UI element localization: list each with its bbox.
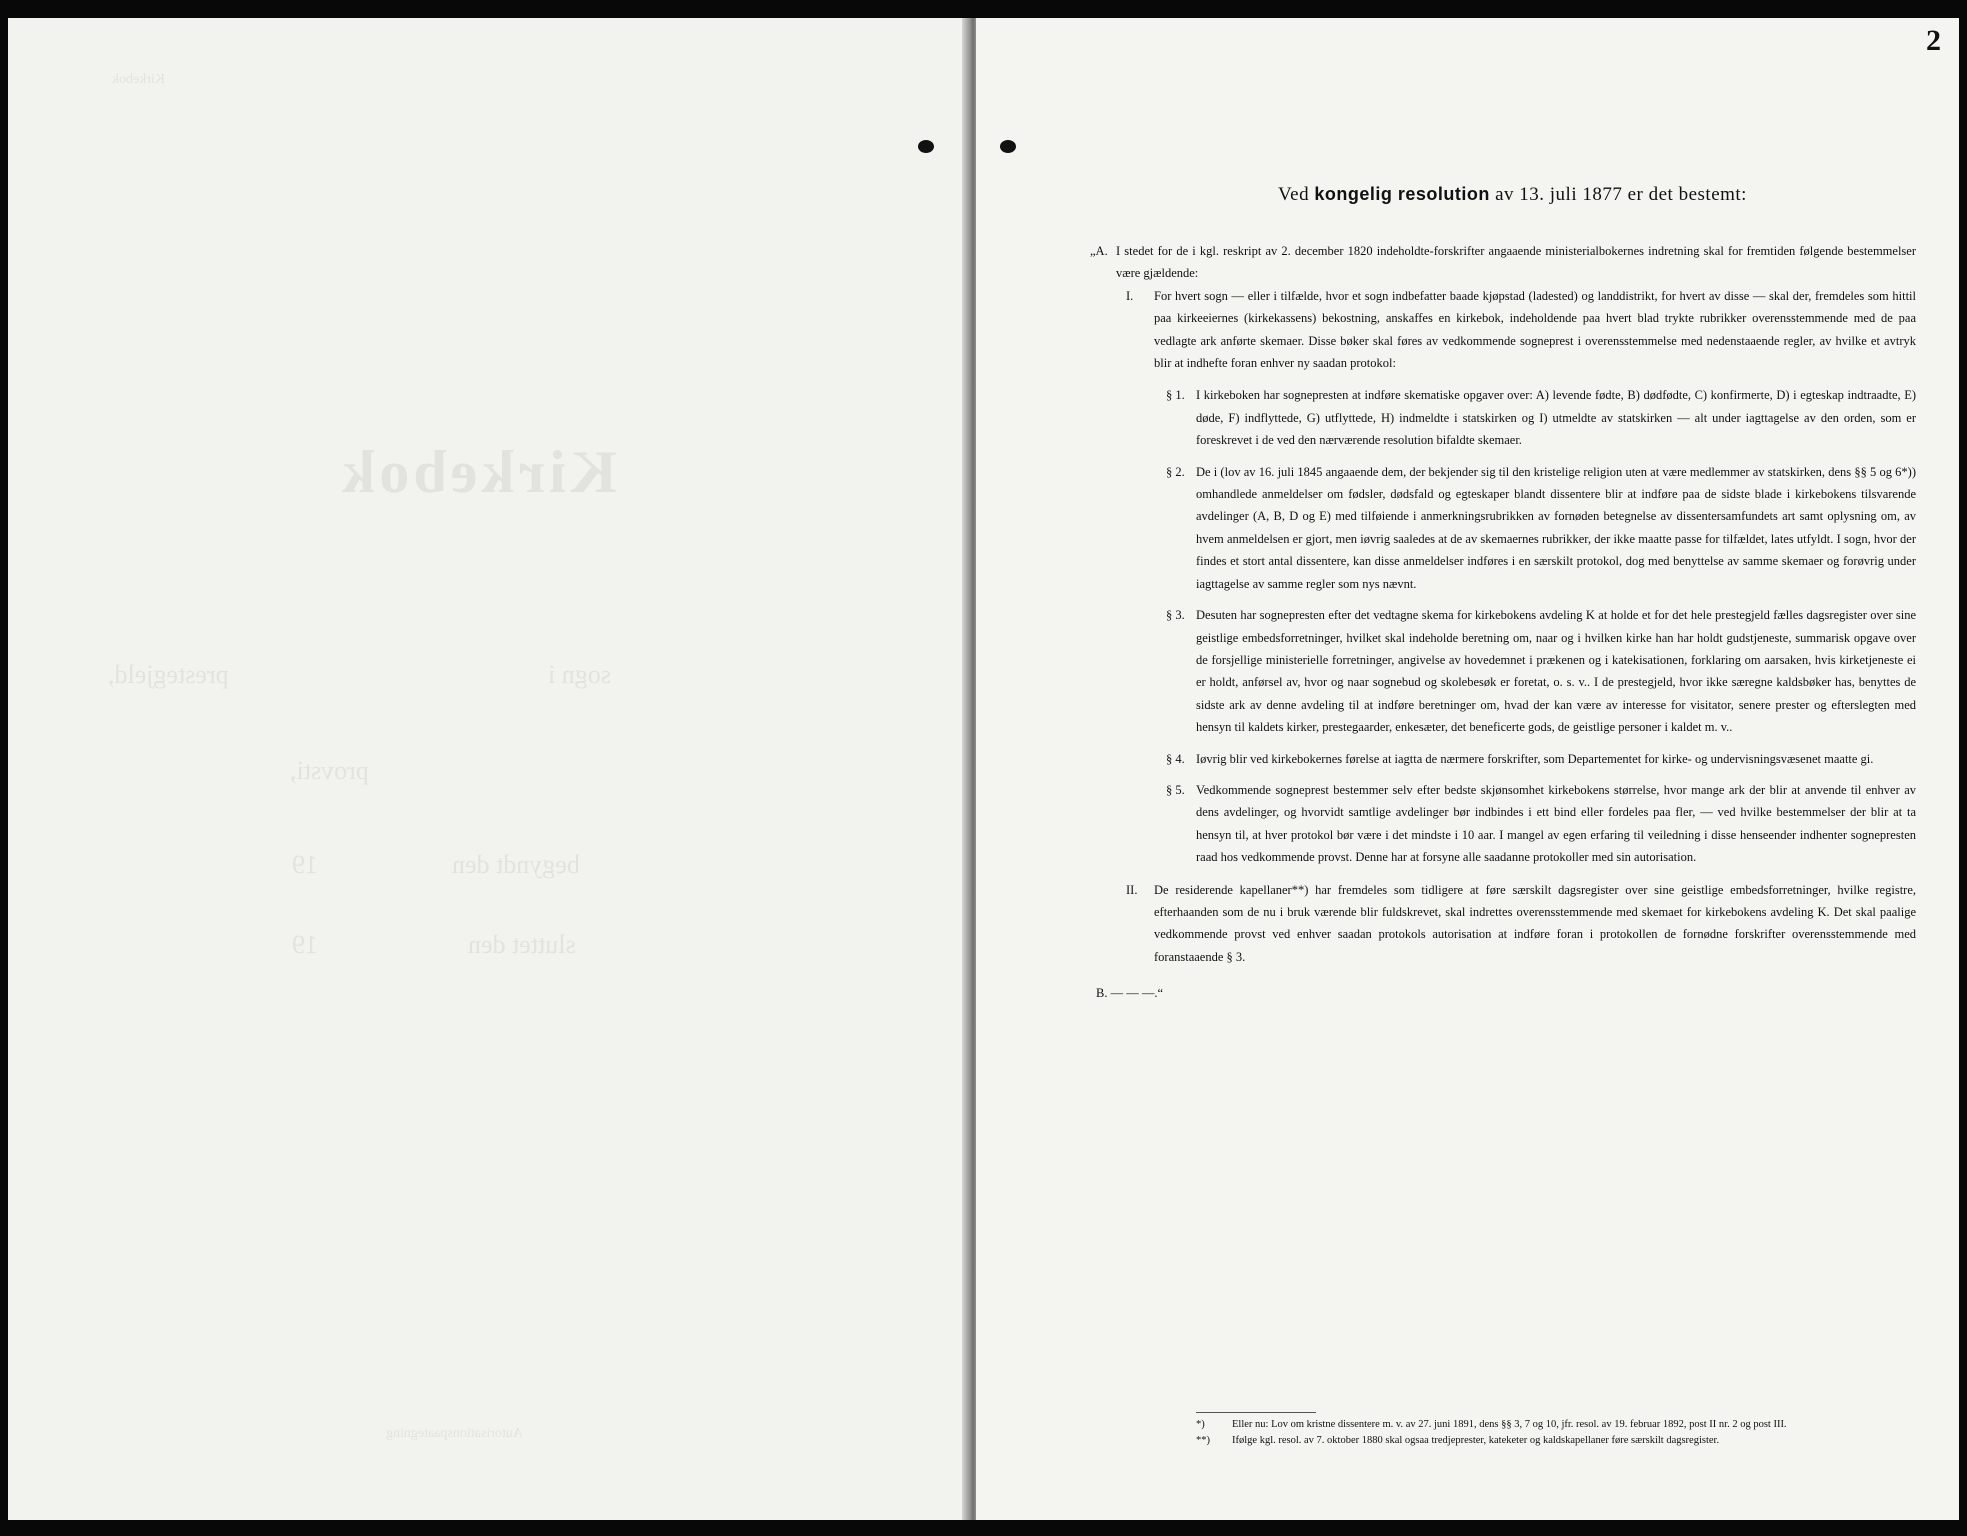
paragraph-2-text: De i (lov av 16. juli 1845 angaaende dem, der bekjender sig til den kristelige religion uten at være medlemmer av statskirken, dens §§ 5 og 6*)) omhandlede anmeldelser om fødsler, dødsfald og egteskaper blandt dissentere blir at indføre paa de sidste blade i kirkebokens tilsvarende avdelinger (A, B, D og E) med tilføiende i anmerkningsrubrikken av fornøden betegnelse av dissentersamfundets art samt oplysning om, av hvem anmeldelsen er gjort, men iøvrig saaledes at de av skemaernes rubrikker, der ikke maatte passe for tilfældet, lates utfyldt. I sogn, hvor der findes et stort antal dissentere, kan disse anmeldelser indføres i en særskilt protokol, dog med benyttelse av samme skemaer og forøvrig under iagttagelse av samme regler som nys nævnt. xyxy=(1196,464,1916,591)
left-line-3-ghost: begyndt den xyxy=(452,850,580,879)
footnote-1-mark: *) xyxy=(1196,1419,1205,1430)
paragraph-5 xyxy=(1096,779,1916,869)
left-line-2-ghost: provsti, xyxy=(290,756,369,785)
footnote-rule xyxy=(1196,1412,1316,1413)
paragraph-3 xyxy=(1096,604,1916,738)
paragraph-3-text: Desuten har sognepresten efter det vedtagne skema for kirkebokens avdeling K at holde et for det hele prestegjeld fælles dagsregister over sine geistlige embedsforretninger, hvilket skal indeholde beretning om, naar og i hvilken kirke han har holdt gudstjeneste, summarisk opgave over de forsjellige ministerielle forretninger, angivelse av hovedemnet i prækenen og i katekisationen, forklaring om aarsaken, hvis kirketjeneste ei er holdt, anførsel av, hvor og naar sognebud og skolebesøk er foretat, o. s. v.. I de prestegjeld, hvor ikke særegne kaldsbøker has, benyttes de sidste ark av denne avdeling til at indføre beretninger om, hvad der kan være av interesse for visitator, senere prester og efterslegten med hensyn til kaldets kirker, prestegaarder, enkesæter, det beneficerte gods, de geistlige personer i kaldet m. v.. xyxy=(1196,608,1916,735)
left-page xyxy=(8,18,968,1520)
paragraph-4-text: Iøvrig blir ved kirkebokernes førelse at iagtta de nærmere forskrifter, som Departementet for kirke- og undervisningsvæsenet maatte gi. xyxy=(1196,751,1874,766)
footnote-1-text: Eller nu: Lov om kristne dissentere m. v. av 27. juni 1891, dens §§ 3, 7 og 10, jfr. resol. av 19. februar 1892, post II nr. 2 og post III. xyxy=(1232,1419,1787,1430)
left-corner-ghost: Kirkebok xyxy=(112,72,165,87)
page-heading xyxy=(976,184,1959,206)
section-a-text: I stedet for de i kgl. reskript av 2. december 1820 indeholdte-forskrifter angaaende ministerialbokernes indretning skal for fremtiden følgende bestemmelser være gjældende: xyxy=(1116,244,1916,281)
left-line-3b-ghost: 19 xyxy=(292,850,318,879)
section-a-label: „A. xyxy=(1090,244,1108,258)
page-number: 2 xyxy=(1926,24,1941,57)
left-line-1-ghost: sogn i xyxy=(548,660,611,689)
paragraph-5-text: Vedkommende sogneprest bestemmer selv efter bedste skjønsomhet kirkebokens størrelse, hvor mange ark der blir at anvende til enhver av dens avdelinger, og hvorvidt samtlige avdelinger bør indbindes i ett bind eller fordeles paa fler, — ved hvilke bestemmelser der blir at ta hensyn til, at hver protokol bør være i det mindste i 10 aar. I mangel av egen erfaring til veiledning i disse henseender indhenter sognepresten raad hos vedkommende provst. Denne har at forsyne alle saadanne protokoller med sin autorisation. xyxy=(1196,782,1916,865)
left-title-ghost: Kirkebok xyxy=(338,439,617,505)
part-ii xyxy=(1096,879,1916,969)
section-a xyxy=(1090,240,1916,285)
part-ii-text: De residerende kapellaner**) har fremdeles som tidligere at føre særskilt dagsregister over sine geistlige embedsforretninger, hvilke registre, efterhaanden som de nu i bruk værende blir fuldskrevet, skal indrettes overensstemmende med skemaet for kirkebokens avdeling K. Det skal paalige vedkommende provst ved enhver saadan protokols autorisation at indføre foran i protokollen de fornødne forskrifter overensstemmende med foranstaaende § 3. xyxy=(1154,882,1916,964)
heading-prefix: Ved xyxy=(1278,184,1310,205)
binding-hole-left xyxy=(918,140,934,153)
section-b: B. — — —.“ xyxy=(1096,986,1164,1001)
paragraph-1-text: I kirkeboken har sognepresten at indføre skematiske opgaver over: A) levende fødte, B) dødfødte, C) konfirmerte, D) i egteskap indtraadte, E) døde, F) indflyttede, G) utflyttede, H) indmeldte i statskirken og I) utmeldte av statskirken — alt under iagttagelse av den orden, som er foreskrevet i de ved den nærværende resolution bifaldte skemaer. xyxy=(1196,388,1916,448)
binding-hole-right xyxy=(1000,140,1016,153)
paragraph-2-label: § 2. xyxy=(1166,464,1185,479)
heading-bold: kongelig resolution xyxy=(1314,184,1490,204)
footnote-2-mark: **) xyxy=(1196,1435,1210,1446)
part-i xyxy=(1096,285,1916,375)
footnote-2-text: Ifølge kgl. resol. av 7. oktober 1880 skal ogsaa tredjeprester, kateketer og kaldskapellaner føre særskilt dagsregister. xyxy=(1232,1435,1720,1446)
heading-suffix: av 13. juli 1877 er det bestemt: xyxy=(1495,184,1747,205)
left-line-1b-ghost: prestegjeld, xyxy=(108,660,229,689)
part-ii-label: II. xyxy=(1126,882,1138,897)
right-page xyxy=(976,18,1959,1520)
footnote-1 xyxy=(1196,1418,1904,1432)
paragraph-5-label: § 5. xyxy=(1166,782,1185,797)
paragraph-1-label: § 1. xyxy=(1166,388,1185,403)
footnote-2 xyxy=(1196,1434,1904,1448)
footnotes xyxy=(1196,1418,1904,1450)
paragraph-4-label: § 4. xyxy=(1166,751,1185,766)
paragraph-4 xyxy=(1096,748,1916,770)
part-i-text: For hvert sogn — eller i tilfælde, hvor et sogn indbefatter baade kjøpstad (ladested) og landdistrikt, for hvert av disse — skal der, fremdeles som hittil paa kirkeeiernes (kirkekassens) bekostning, anskaffes en kirkebok, indeholdende paa hvert blad trykte rubrikker overensstemmende med de paa vedlagte ark anførte skemaer. Disse bøker skal føres av vedkommende sogneprest i overensstemmelse med nedenstaaende regler, av hvilke et avtryk blir at indhefte foran enhver ny saadan protokol: xyxy=(1154,288,1916,371)
left-bottom-ghost: Autorisationspaategning xyxy=(386,1426,523,1441)
part-i-label: I. xyxy=(1126,288,1134,303)
paragraph-3-label: § 3. xyxy=(1166,608,1185,623)
left-line-4-ghost: sluttet den xyxy=(468,930,576,959)
resolution-text xyxy=(1090,240,1916,1005)
paragraph-2 xyxy=(1096,461,1916,595)
left-line-4b-ghost: 19 xyxy=(292,930,318,959)
paragraph-1 xyxy=(1096,384,1916,451)
